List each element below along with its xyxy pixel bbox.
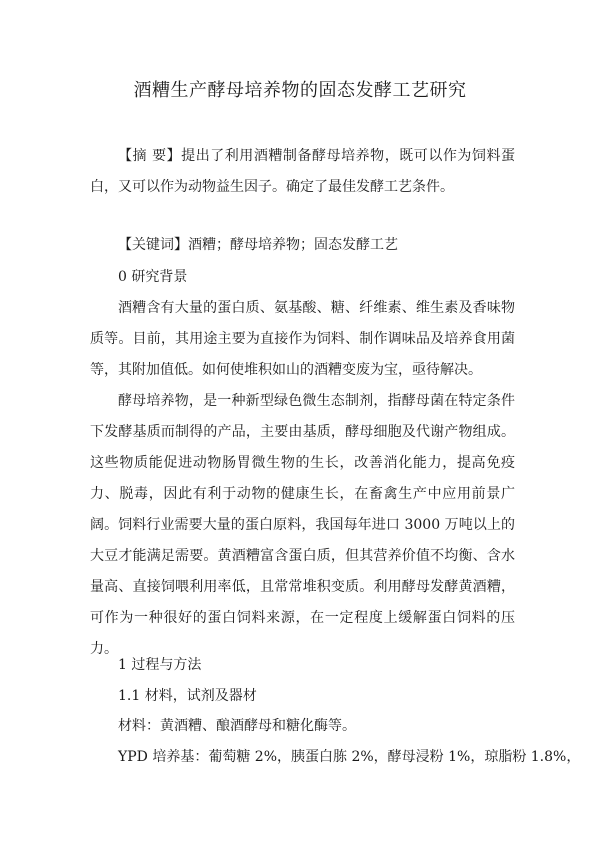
- subsection-heading-materials: [90, 681, 515, 712]
- keywords-text: 酒糟；酵母培养物；固态发酵工艺: [188, 237, 398, 253]
- page-title: 酒糟生产酵母培养物的固态发酵工艺研究: [133, 80, 467, 101]
- paragraph-text: 酵母培养物，是一种新型绿色微生态制剂，指酵母菌在特定条件下发酵基质而制得的产品，主要由基质，酵母细胞及代谢产物组成。这些物质能促进动物肠胃微生物的生长，改善消化能力，提高免疫力、脱毒，因此有利于动物的健康生长，在畜禽生产中应用前景广阔。饲料行业需要大量的蛋白原料，我国每年进口 3000 万吨以上的大豆才能满足需要。黄酒糟富含蛋白质，但其营养价值不均衡、含水量高、直接饲喂利用率低，且常常堆积变质。利用酵母发酵黄酒糟，可作为一种很好的蛋白饲料来源，在一定程度上缓解蛋白饲料的压力。: [90, 393, 515, 657]
- ypd-text: YPD 培养基：葡萄糖 2%，胰蛋白胨 2%，酵母浸粉 1%，琼脂粉 1.8%，: [118, 749, 581, 765]
- abstract-section: [90, 141, 515, 203]
- process-heading: 1 过程与方法: [118, 657, 202, 673]
- keywords-label: 【关键词】: [118, 237, 188, 253]
- background-heading: 0 研究背景: [118, 269, 188, 285]
- section-heading-process: [90, 650, 515, 681]
- materials-text: 材料：黄酒糟、酿酒酵母和糖化酶等。: [118, 718, 356, 734]
- keywords-section: [90, 230, 515, 261]
- section-heading-background: [90, 262, 515, 293]
- materials-line: [90, 711, 515, 742]
- ypd-medium-line: [90, 742, 581, 773]
- materials-heading: 1.1 材料，试剂及器材: [118, 688, 257, 704]
- abstract-paragraph: [90, 141, 515, 203]
- keywords-line: [90, 230, 515, 261]
- abstract-label: 【摘 要】: [118, 148, 182, 164]
- background-paragraph-1: [90, 293, 515, 386]
- abstract-text: 提出了利用酒糟制备酵母培养物，既可以作为饲料蛋白，又可以作为动物益生因子。确定了最佳发酵工艺条件。: [90, 148, 516, 195]
- background-paragraph-2: [90, 386, 515, 665]
- paragraph-text: 酒糟含有大量的蛋白质、氨基酸、糖、纤维素、维生素及香味物质等。目前，其用途主要为直接作为饲料、制作调味品及培养食用菌等，其附加值低。如何使堆积如山的酒糟变废为宝，亟待解决。: [90, 300, 515, 378]
